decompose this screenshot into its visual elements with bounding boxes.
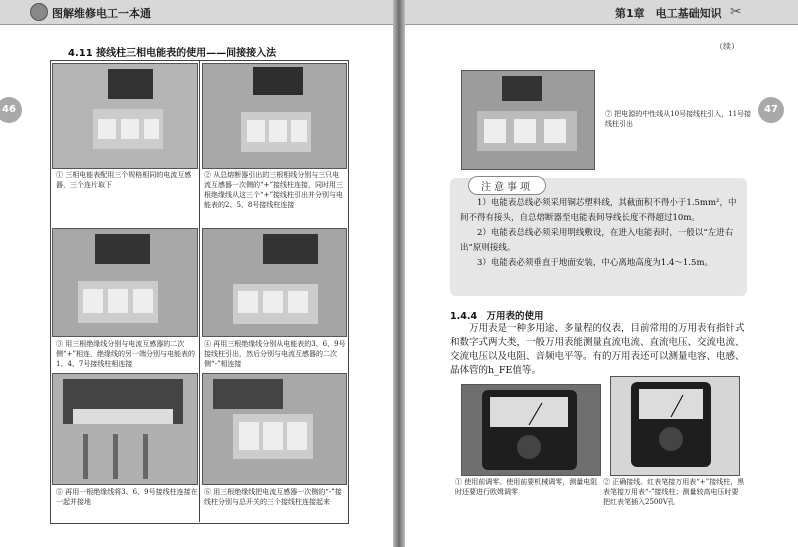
tools-icon: ✂ bbox=[730, 4, 742, 20]
subsection-title: 1.4.4 万用表的使用 bbox=[450, 311, 544, 322]
left-header bbox=[0, 0, 393, 25]
note-item-1: 1）电能表总线必须采用铜芯塑料线，其截面积不得小于1.5mm²，中间不得有接头，自总熔断器至电能表间导线长度不得超过10m。 bbox=[460, 198, 737, 223]
photo-step-1 bbox=[52, 63, 198, 169]
chapter-title: 第1章 电工基础知识 bbox=[615, 7, 722, 20]
book-spine bbox=[393, 0, 405, 547]
right-page bbox=[405, 0, 798, 547]
section-title: 4.11 接线柱三相电能表的使用——间接接入法 bbox=[68, 48, 277, 59]
right-header bbox=[405, 0, 798, 25]
left-page-number: 46 bbox=[0, 97, 22, 123]
note-item-2: 2）电能表总线必须采用明线敷设，在进入电能表时，一般以“左进右出”原则接线。 bbox=[460, 228, 734, 253]
note-box bbox=[450, 178, 747, 296]
note-title: 注意事项 bbox=[468, 176, 546, 195]
photo-step-4 bbox=[202, 228, 347, 337]
note-item-3: 3）电能表必须垂直于地面安装，中心离地高度为1.4～1.5m。 bbox=[477, 258, 714, 268]
caption-step-5: ⑤ 再用一根绝缘线将3、6、9号接线柱连接在一起并接地 bbox=[56, 488, 198, 506]
caption-multimeter-1: ① 使用前调零。使用前要机械调零，测量电阻时还要进行欧姆调零 bbox=[455, 478, 598, 496]
body-text-block bbox=[450, 322, 747, 378]
left-page bbox=[0, 0, 393, 547]
grid-divider bbox=[199, 60, 200, 522]
book-title: 图解维修电工一本通 bbox=[52, 7, 151, 20]
note-items bbox=[460, 196, 742, 271]
photo-step-7 bbox=[461, 70, 595, 170]
right-page-number: 47 bbox=[758, 97, 784, 123]
photo-multimeter-probes bbox=[610, 376, 740, 476]
photo-step-5 bbox=[52, 373, 198, 485]
caption-step-3: ③ 用三根绝缘线分别与电流互感器的二次侧“+”相连，绝缘线的另一端分别与电能表的1、4、7号接线柱相连接 bbox=[56, 340, 196, 368]
continued-label: （续） bbox=[715, 42, 739, 51]
caption-step-2: ② 从总熔断器引出的三根相线分别与三只电流互感器一次侧的“+”接线柱连接，同时用三根绝缘线从这三个“+”接线柱引出并分别与电能表的2、5、8号接线柱连接 bbox=[204, 171, 344, 209]
photo-step-2 bbox=[202, 63, 347, 169]
caption-multimeter-2: ② 正确接线。红表笔接万用表“+”接线柱，黑表笔接万用表“-”接线柱；测量较高电压时要把红表笔插入2500V孔 bbox=[603, 478, 745, 506]
book-logo-icon bbox=[30, 3, 48, 21]
photo-step-6 bbox=[202, 373, 347, 485]
photo-multimeter-zero bbox=[461, 384, 601, 476]
photo-step-3 bbox=[52, 228, 198, 337]
body-paragraph: 万用表是一种多用途、多量程的仪表，目前常用的万用表有指针式和数字式两大类，一般万用表能测量直流电流、直流电压、交流电流、交流电压以及电阻、音频电平等。有的万用表还可以测量电容、电感、晶体管的h_FE值等。 bbox=[450, 323, 745, 376]
caption-step-7: ⑦ 把电源的中性线从10号接线柱引入，11号接线柱引出 bbox=[605, 110, 752, 128]
caption-step-4: ④ 再用三根绝缘线分别从电能表的3、6、9号接线柱引出，然后分别与电流互感器的二次侧“-”相连接 bbox=[204, 340, 346, 368]
caption-step-1: ① 三相电能表配用三个规格相同的电流互感器，三个连片取下 bbox=[56, 171, 192, 189]
caption-step-6: ⑥ 用三根绝缘线把电流互感器一次侧的“-”接线柱分别与总开关的三个接线柱连接起来 bbox=[204, 488, 342, 506]
